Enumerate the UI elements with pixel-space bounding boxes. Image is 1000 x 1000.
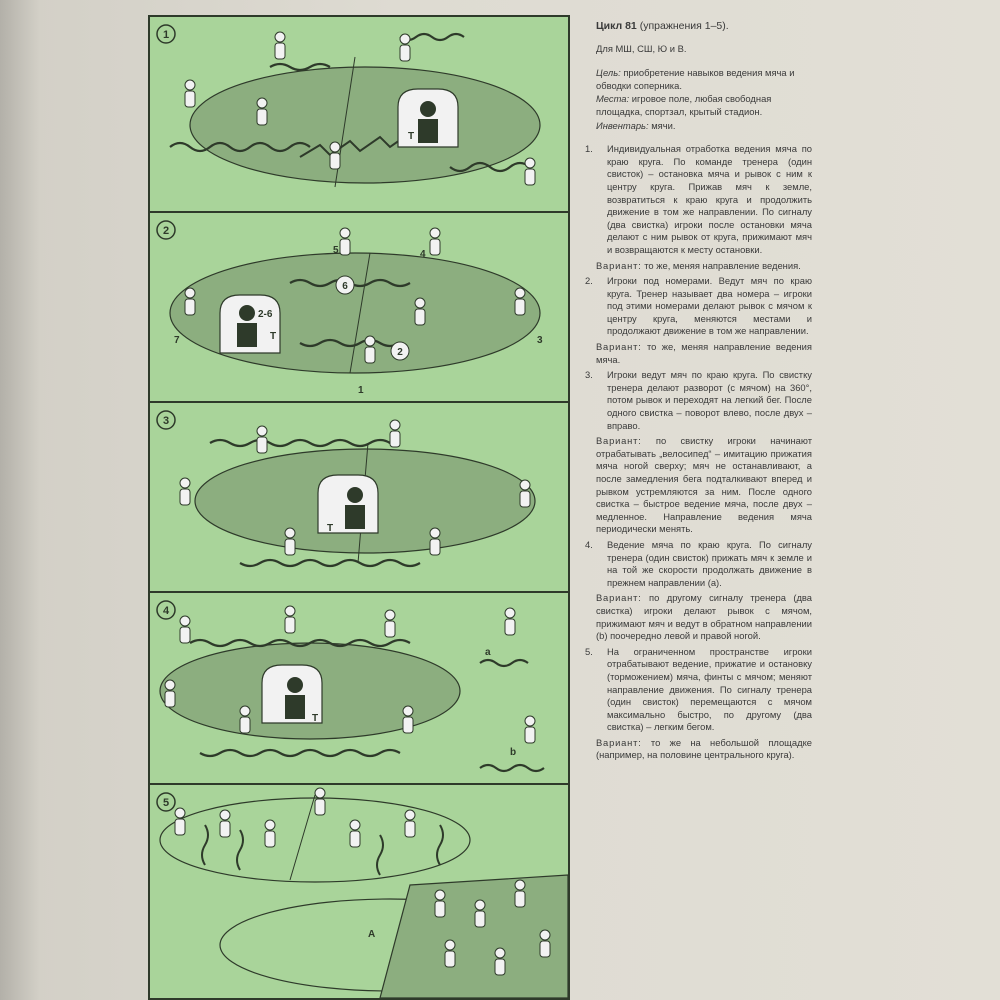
panel-label: 3 [162,415,170,427]
center-line [290,795,315,880]
goal-text: приобретение навыков ведения мяча и обводки соперника. [596,67,795,91]
place-label: Места: [596,93,630,105]
dribble-path [210,440,390,446]
coach-label: T [408,131,415,142]
variant-1: Вариант: то же, меняя направление ведения. [596,259,801,271]
dribble-path [240,560,420,566]
equipment-label: Инвентарь: [596,119,649,131]
exercise-item-4: 4. Ведение мяча по краю круга. По сигналу тренера (один свисток) прижать мяч к земле и на той же скорости продолжать движение в прежнем направлении (a). [585,538,812,588]
panel-3 [150,403,568,593]
cycle-note: (упражнения 1–5). [639,20,729,32]
mark-a: a [485,647,491,658]
coach-label: T [312,713,319,724]
variant-4: Вариант: по другому сигналу тренера (два свистка) игроки делают рывок с мячом, прижимают мяч и ведут в обратном направлении (b) поочередно левой и правой ногой. [596,592,812,642]
dribble-path [437,825,443,865]
variant-2: Вариант: то же, меняя направление ведения мяча. [596,341,812,365]
exercise-description [585,20,813,765]
mark-b: b [510,747,517,758]
dribble-path [480,765,544,771]
panel-2-drawing [150,213,568,403]
exercise-item-1: 1. Индивидуальная отработка ведения мяча по краю круга. По команде тренера (один свисток) – остановка мяча и рывок с ним к центру круга. Прижав мяч к земле, возвратиться к краю круга и продолжить движение в том же направлении. По сигналу (два свистка) игроки после остановки мяча делают с ним рывок от круга, прижимают мяч и возвращаются к месту остановки. [585,143,812,255]
player-number: 5 [333,245,339,256]
panel-1 [150,17,568,213]
panel-label: 5 [162,797,170,809]
panel-5 [150,785,568,998]
exercise-illustrations [148,15,570,1000]
dribble-path [377,835,383,875]
player-number: 1 [358,385,364,396]
coach-icon [220,295,280,353]
player-number: 2 [397,347,403,358]
place-line [596,93,812,118]
panel-5-drawing [150,785,568,998]
panel-4-drawing [150,593,568,785]
coach-call: 2-6 [258,309,273,320]
target-groups: Для МШ, СШ, Ю и В. [596,42,687,54]
dribble-path [200,750,400,756]
exercise-item-2: 2. Игроки под номерами. Ведут мяч по краю круга. Тренер называет два номера – игроки под этими номерами делают рывок с мячом к центру круга, меняются местами и продолжают движение в том же направлении. [585,275,812,337]
player-number: 7 [174,335,180,346]
player-number: 6 [342,281,348,292]
panel-3-drawing [150,403,568,593]
page-gutter-shadow [0,0,40,1000]
goal-label: Цель: [596,67,621,79]
dribble-path [237,830,243,870]
dribble-path [202,825,208,865]
panel-4 [150,593,568,785]
coach-icon [398,89,458,147]
goal-line [596,67,812,92]
coach-label: T [327,523,334,534]
player-number: 4 [420,249,426,260]
dribble-path [480,660,528,666]
place-text: игровое поле, любая свободная площадка, спортзал, крытый стадион. [596,93,772,117]
panel-2 [150,213,568,403]
panel-label: 2 [162,225,170,237]
equipment-text: мячи. [651,119,676,131]
variant-5: Вариант: то же на небольшой площадке (например, на половине центрального круга). [596,736,813,761]
mark-A: A [368,929,376,940]
panel-1-drawing [150,17,568,213]
equipment-line [596,120,812,133]
panel-label: 4 [162,605,170,617]
exercise-item-5: 5. На ограниченном пространстве игроки отрабатывают ведение, прижатие и остановку (торможением) мяча, финты с мячом; меняют направление движения. По сигналу тренера (один свисток) перемещаются с мячом максимально быстро, по другому (два свистка) – легким бегом. [585,645,812,733]
cycle-title [596,20,812,33]
panel-label: 1 [162,29,170,41]
exercise-item-3: 3. Игроки ведут мяч по краю круга. По свистку тренера делают разворот (с мячом) на 360°, потом рывок и переходят на легкий бег. После одного свистка – поворот влево, после двух – вправо. [585,369,812,431]
player-number: 3 [537,335,543,346]
coach-label: T [270,331,277,342]
variant-3: Вариант: по свистку игроки начинают отрабатывать „велосипед“ – имитацию прижатия мяча ногой сверху; мяч не останавливают, а после замедления бега подталкивают вперед и рывком устремляются за ним. После одного свистка – быстрое ведение мяча, после двух – медленное. Направление ведения мяча периодически менять. [596,435,813,535]
cycle-number: Цикл 81 [596,20,637,32]
